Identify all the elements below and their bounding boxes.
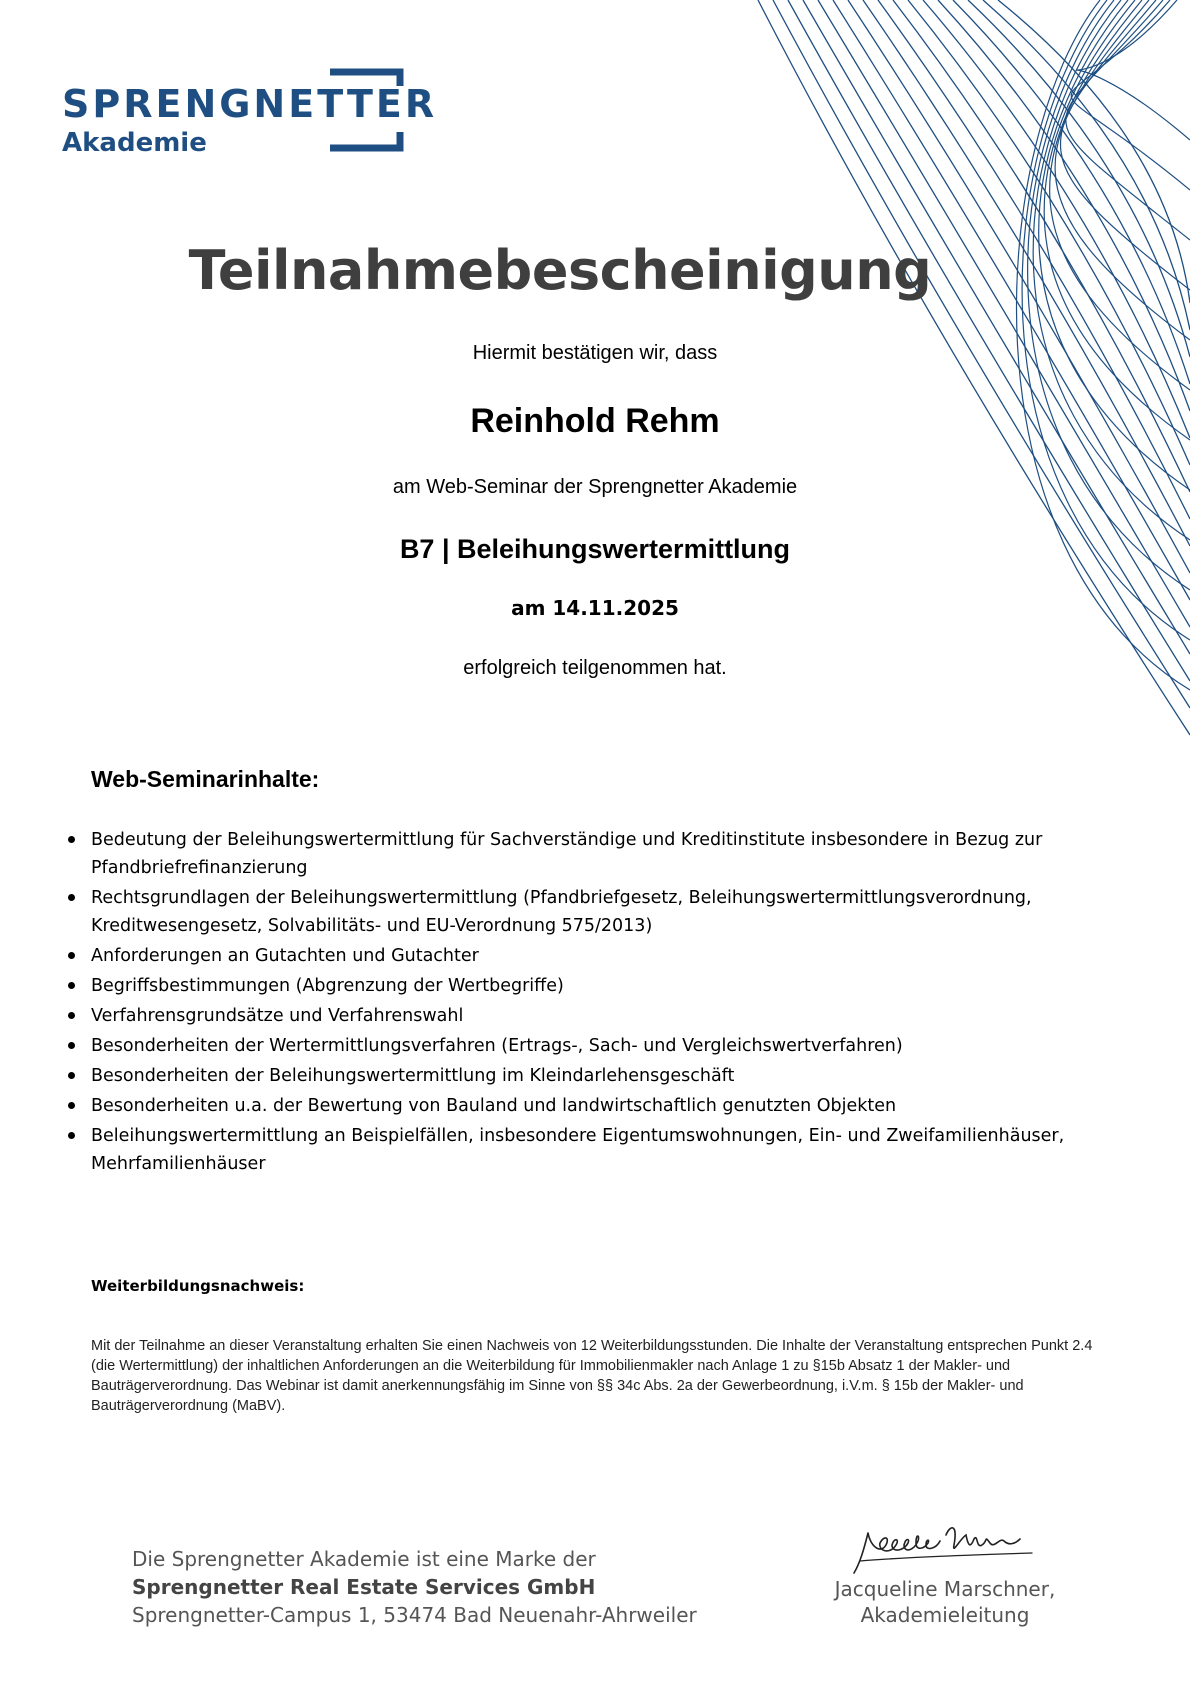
handwritten-signature: [850, 1515, 1040, 1581]
footer-company-info: [132, 1545, 697, 1629]
signer-name: Jacqueline Marschner,: [834, 1577, 1056, 1601]
list-item: Verfahrensgrundsätze und Verfahrenswahl: [66, 1002, 1116, 1030]
list-item: Beleihungswertermittlung an Beispielfällen, insbesondere Eigentumswohnungen, Ein- und Zweifamilienhäuser, Mehrfamilienhäuser: [66, 1122, 1116, 1178]
footer-brand-line: Die Sprengnetter Akademie ist eine Marke der: [132, 1547, 596, 1571]
footer-address: Sprengnetter-Campus 1, 53474 Bad Neuenahr-Ahrweiler: [132, 1603, 697, 1627]
signer-role: Akademieleitung: [860, 1603, 1030, 1627]
sprengnetter-logo: [62, 60, 442, 160]
decorative-curve: [908, 0, 1190, 465]
course-date: am 14.11.2025: [511, 596, 679, 620]
certificate-title: Teilnahmebescheinigung: [188, 239, 932, 302]
logo-subtitle: Akademie: [62, 128, 207, 158]
participant-name: Reinhold Rehm: [470, 402, 720, 440]
list-item: Begriffsbestimmungen (Abgrenzung der Wertbegriffe): [66, 972, 1116, 1000]
list-item: Rechtsgrundlagen der Beleihungswertermittlung (Pfandbriefgesetz, Beleihungswertermittlungsverordnung, Kreditwesengesetz, Solvabilitäts- und EU-Verordnung 575/2013): [66, 884, 1116, 940]
closing-text: erfolgreich teilgenommen hat.: [463, 657, 727, 679]
weiterbildung-heading: Weiterbildungsnachweis:: [91, 1277, 305, 1295]
weiterbildung-text: Mit der Teilnahme an dieser Veranstaltung erhalten Sie einen Nachweis von 12 Weiterbildungsstunden. Die Inhalte der Veranstaltung entsprechen Punkt 2.4 (die Wertermittlung) der inhaltlichen Anforderungen an die Weiterbildung für Immobilienmakler nach Anlage 1 zu §15b Absatz 1 der Makler- und Bauträgerverordnung. Das Webinar ist damit anerkennungsfähig im Sinne von §§ 34c Abs. 2a der Gewerbeordnung, i.V.m. § 15b der Makler- und Bauträgerverordnung (MaBV).: [91, 1338, 1093, 1414]
decorative-curve: [923, 0, 1190, 438]
list-item: Besonderheiten der Wertermittlungsverfahren (Ertrags-, Sach- und Vergleichswertverfahren): [66, 1032, 1116, 1060]
footer-signatory: [800, 1576, 1090, 1628]
contents-heading: Web-Seminarinhalte:: [91, 766, 320, 792]
list-item: Anforderungen an Gutachten und Gutachter: [66, 942, 1116, 970]
logo-bracket-icon: [320, 60, 430, 155]
list-item: Bedeutung der Beleihungswertermittlung für Sachverständige und Kreditinstitute insbesondere in Bezug zur Pfandbriefrefinanzierung: [66, 826, 1116, 882]
intro-text: Hiermit bestätigen wir, dass: [472, 342, 718, 364]
logo-wordmark: SPRENGNETTER: [62, 82, 438, 126]
footer-company-name: Sprengnetter Real Estate Services GmbH: [132, 1575, 596, 1599]
course-title: B7 | Beleihungswertermittlung: [399, 534, 791, 564]
list-item: Besonderheiten der Beleihungswertermittlung im Kleindarlehensgeschäft: [66, 1062, 1116, 1090]
list-item: Besonderheiten u.a. der Bewertung von Bauland und landwirtschaftlich genutzten Objekten: [66, 1092, 1116, 1120]
event-line: am Web-Seminar der Sprengnetter Akademie: [392, 476, 798, 498]
decorative-curve: [758, 0, 1190, 735]
contents-list: [66, 826, 1116, 1180]
